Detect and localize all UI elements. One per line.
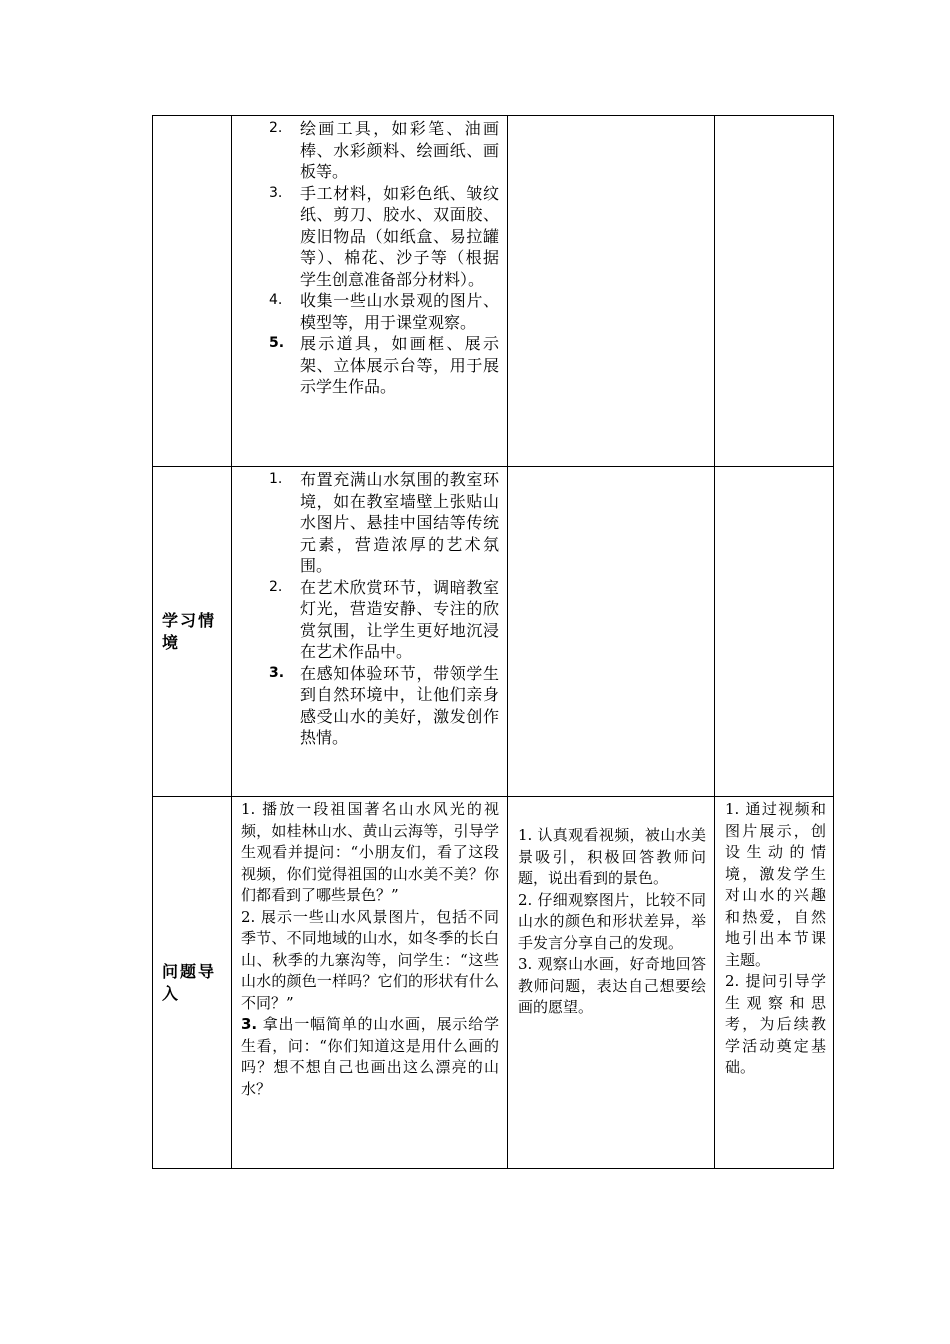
- design-intent-cell: [715, 797, 834, 1169]
- intent-step: [725, 799, 826, 971]
- item-number: 3.: [269, 664, 285, 681]
- list-item: [232, 183, 507, 291]
- item-text: 展示道具，如画框、展示架、立体展示台等，用于展示学生作品。: [300, 334, 499, 396]
- item-number: 3.: [269, 184, 283, 201]
- empty-cell: [715, 116, 834, 467]
- step-number: 3.: [518, 955, 533, 973]
- item-number: 2.: [269, 120, 283, 136]
- item-text: 在艺术欣赏环节，调暗教室灯光，营造安静、专注的欣赏氛围，让学生更好地沉浸在艺术作品中。: [300, 577, 499, 661]
- item-text: 绘画工具，如彩笔、油画棒、水彩颜料、绘画纸、画板等。: [300, 119, 499, 181]
- student-activity-cell: [508, 797, 715, 1169]
- teacher-step: [241, 1014, 499, 1100]
- table-row-materials: [153, 116, 834, 467]
- row-label-materials: [153, 116, 232, 467]
- student-step: [518, 825, 706, 890]
- student-step: [518, 890, 706, 955]
- item-text: 在感知体验环节，带领学生到自然环境中，让他们亲身感受山水的美好，激发创作热情。: [300, 663, 499, 747]
- step-text: 播放一段祖国著名山水风光的视频，如桂林山水、黄山云海等，引导学生观看并提问：“小朋友们，看了这段视频，你们觉得祖国的山水美不美？你们都看到了哪些景色？”: [241, 800, 499, 904]
- step-text: 通过视频和图片展示，创设生动的情境，激发学生对山水的兴趣和热爱，自然地引出本节课主题。: [725, 800, 826, 969]
- item-number: 2.: [269, 578, 283, 595]
- step-number: 2.: [518, 890, 533, 909]
- step-number: 1.: [725, 800, 740, 818]
- step-text: 提问引导学生观察和思考，为后续教学活动奠定基础。: [725, 972, 826, 1076]
- list-item: [232, 663, 507, 749]
- step-number: 1.: [518, 826, 533, 844]
- item-text: 收集一些山水景观的图片、模型等，用于课堂观察。: [300, 291, 499, 332]
- step-text: 仔细观察图片，比较不同山水的颜色和形状差异，举手发言分享自己的发现。: [518, 890, 706, 952]
- step-number: 1.: [241, 800, 256, 818]
- item-number: 4.: [269, 292, 283, 308]
- item-text: 手工材料，如彩色纸、皱纹纸、剪刀、胶水、双面胶、废旧物品（如纸盒、易拉罐等）、棉花、沙子等（根据学生创意准备部分材料）。: [300, 183, 499, 289]
- student-step: [518, 954, 706, 1019]
- step-number: 3.: [241, 1015, 258, 1033]
- teacher-step: [241, 799, 499, 907]
- list-item: [232, 118, 507, 183]
- lesson-plan-table: [152, 115, 834, 1169]
- teacher-activity-cell: [232, 797, 508, 1169]
- list-item: [232, 290, 507, 333]
- table-row-intro: [153, 797, 834, 1169]
- row-label-intro: 问题导入: [153, 797, 232, 1169]
- step-text: 认真观看视频，被山水美景吸引，积极回答教师问题，说出看到的景色。: [518, 826, 706, 887]
- row-label-context: 学习情境: [153, 467, 232, 797]
- empty-cell: [508, 467, 715, 797]
- intent-step: [725, 971, 826, 1079]
- step-text: 拿出一幅简单的山水画，展示给学生看，问：“你们知道这是用什么画的吗？想不想自己也画出这么漂亮的山水？: [241, 1015, 499, 1098]
- step-text: 观察山水画，好奇地回答教师问题，表达自己想要绘画的愿望。: [518, 955, 706, 1016]
- empty-cell: [508, 116, 715, 467]
- step-number: 2.: [241, 907, 256, 926]
- step-number: 2.: [725, 972, 740, 990]
- list-item: [232, 577, 507, 663]
- teacher-step: [241, 907, 499, 1015]
- list-item: [232, 469, 507, 577]
- item-number: 5.: [269, 335, 285, 351]
- item-text: 布置充满山水氛围的教室环境，如在教室墙壁上张贴山水图片、悬挂中国结等传统元素，营造浓厚的艺术氛围。: [300, 470, 499, 575]
- context-cell: [232, 467, 508, 797]
- step-text: 展示一些山水风景图片，包括不同季节、不同地域的山水，如冬季的长白山、秋季的九寨沟等，问学生：“这些山水的颜色一样吗？它们的形状有什么不同？”: [241, 907, 499, 1012]
- item-number: 1.: [269, 471, 283, 487]
- table-row-context: [153, 467, 834, 797]
- materials-cell: [232, 116, 508, 467]
- empty-cell: [715, 467, 834, 797]
- list-item: [232, 333, 507, 398]
